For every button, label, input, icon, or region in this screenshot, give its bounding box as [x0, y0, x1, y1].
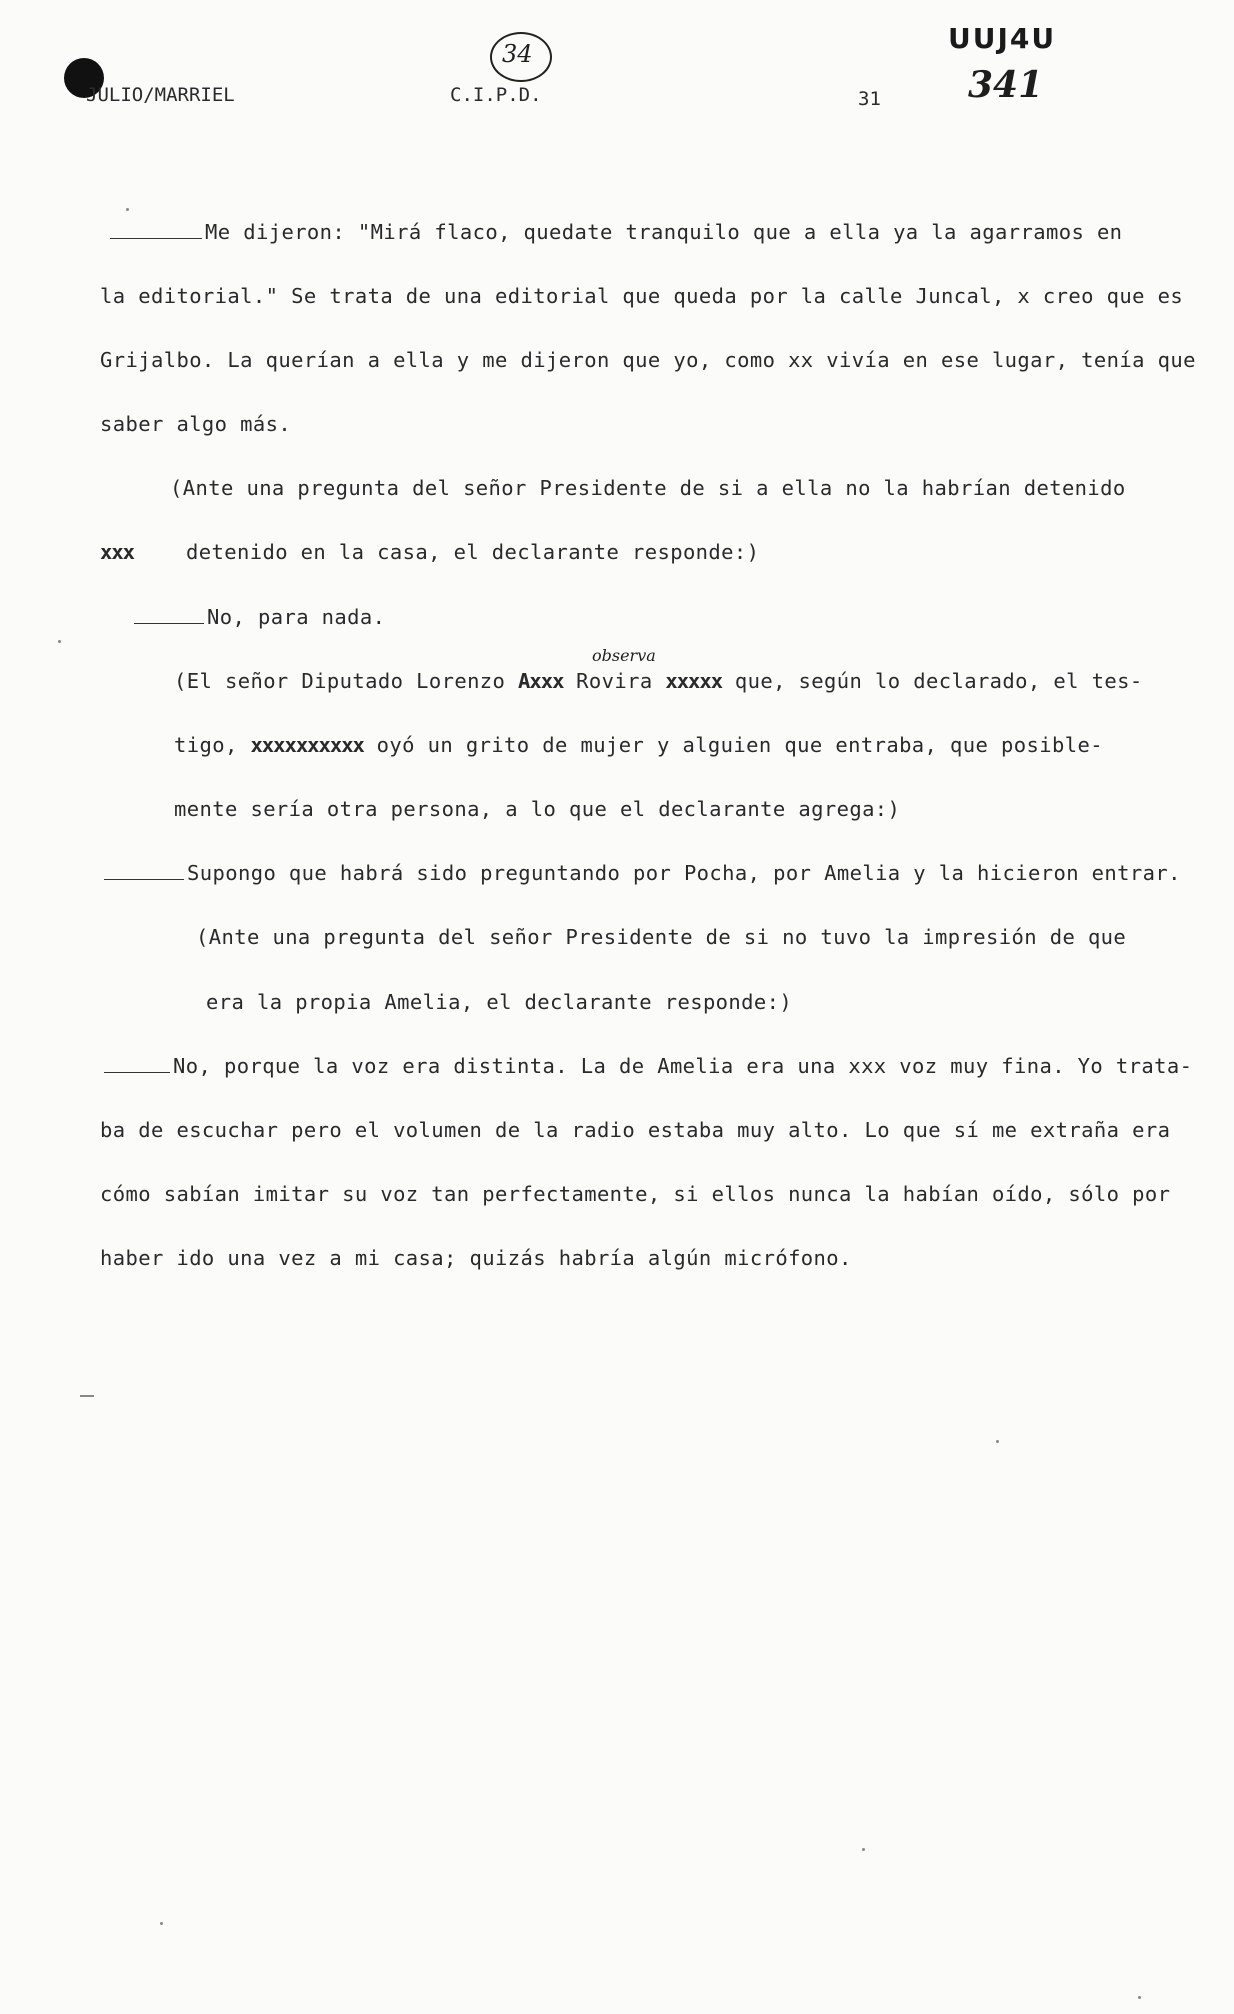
scan-speck: [996, 1440, 999, 1443]
line-dash: [134, 623, 204, 624]
line-dash: [110, 238, 202, 239]
paragraph-6-line-2: era la propia Amelia, el declarante responde:): [206, 990, 793, 1014]
handwritten-number: 341: [968, 64, 1044, 106]
paragraph-5: Supongo que habrá sido preguntando por Pocha, por Amelia y la hicieron entrar.: [104, 861, 1181, 885]
archive-code: UUJ4U: [948, 22, 1057, 55]
struck-text: xxxxxxxxxx: [250, 733, 364, 757]
scan-speck: [80, 1395, 94, 1397]
paragraph-7-line-1: No, porque la voz era distinta. La de Amelia era una xxx voz muy fina. Yo trata-: [104, 1054, 1192, 1078]
struck-text: xxxxx: [665, 669, 723, 693]
header-author: JULIO/MARRIEL: [86, 84, 235, 106]
paragraph-1-line-4: saber algo más.: [100, 412, 292, 436]
paragraph-6-line-1: (Ante una pregunta del señor Presidente de si no tuvo la impresión de que: [196, 925, 1127, 949]
paragraph-2-line-2: detenido en la casa, el declarante responde:): [186, 540, 760, 564]
paragraph-1-line-3: Grijalbo. La querían a ella y me dijeron que yo, como xx vivía en ese lugar, tenía que: [100, 348, 1196, 372]
header-org: C.I.P.D.: [450, 84, 542, 106]
line-dash: [104, 879, 184, 880]
paragraph-7-line-2: ba de escuchar pero el volumen de la radio estaba muy alto. Lo que sí me extraña era: [100, 1118, 1171, 1142]
line-dash: [104, 1072, 170, 1073]
scan-speck: [1138, 1996, 1141, 1999]
scan-speck: [126, 208, 129, 211]
struck-prefix: xxx: [100, 540, 135, 564]
struck-text: Axxx: [518, 669, 564, 693]
scan-speck: [58, 640, 61, 643]
paragraph-4-line-3: mente sería otra persona, a lo que el declarante agrega:): [174, 797, 901, 821]
paragraph-1-line-2: la editorial." Se trata de una editorial que queda por la calle Juncal, x creo que es: [100, 284, 1184, 308]
paragraph-3: No, para nada.: [134, 605, 385, 629]
paragraph-4-line-2: tigo, xxxxxxxxxx oyó un grito de mujer y alguien que entraba, que posible-: [174, 733, 1103, 757]
scan-speck: [160, 1922, 163, 1925]
paragraph-4-line-1: (El señor Diputado Lorenzo Axxx Rovira xxxxx que, según lo declarado, el tes-: [174, 669, 1143, 693]
circled-number: 34: [502, 40, 533, 68]
paragraph-2-line-1: (Ante una pregunta del señor Presidente de si a ella no la habrían detenido: [170, 476, 1126, 500]
scan-speck: [862, 1848, 865, 1851]
circled-number-stamp: [490, 32, 552, 82]
paragraph-7-line-3: cómo sabían imitar su voz tan perfectamente, si ellos nunca la habían oído, sólo por: [100, 1182, 1171, 1206]
paragraph-7-line-4: haber ido una vez a mi casa; quizás habría algún micrófono.: [100, 1246, 852, 1270]
handwritten-insert: observa: [592, 646, 656, 665]
header-page-number: 31: [858, 88, 881, 110]
paragraph-1-line-1: Me dijeron: "Mirá flaco, quedate tranquilo que a ella ya la agarramos en: [110, 220, 1122, 244]
